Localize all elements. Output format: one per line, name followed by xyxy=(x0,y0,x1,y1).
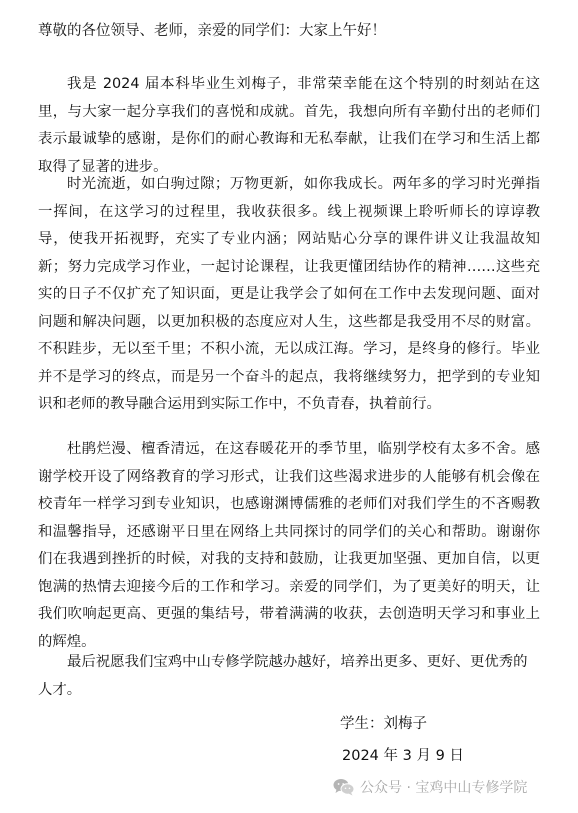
paragraph-2: 时光流逝，如白驹过隙；万物更新，如你我成长。两年多的学习时光弹指一挥间，在这学习的过程里，我收获很多。线上视频课上聆听师长的谆谆教导，使我开拓视野，充实了专业内涵；网站贴心分享的课件讲义让我温故知新；努力完成学习作业，一起讨论课程，让我更懂团结协作的精神……这些充实的日子不仅扩充了知识面，更是让我学会了如何在工作中去发现问题、面对问题和解决问题，以更加积极的态度应对人生，这些都是我受用不尽的财富。不积跬步，无以至千里；不积小流，无以成江海。学习，是终身的修行。毕业并不是学习的终点，而是另一个奋斗的起点，我将继续努力，把学到的专业知识和老师的教导融合运用到实际工作中，不负青春，执着前行。 xyxy=(38,176,540,412)
paragraph-1: 我是 2024 届本科毕业生刘梅子，非常荣幸能在这个特别的时刻站在这里，与大家一起分享我们的喜悦和成就。首先，我想向所有辛勤付出的老师们表示最诚挚的感谢，是你们的耐心教诲和无私奉献，让我们在学习和生活上都取得了显著的进步。 xyxy=(38,76,540,175)
wechat-icon xyxy=(333,778,355,796)
date-line: 2024 年 3 月 9 日 xyxy=(342,748,464,764)
paragraph-3: 杜鹃烂漫、檀香清远，在这春暖花开的季节里，临别学校有太多不舍。感谢学校开设了网络教育的学习形式，让我们这些渴求进步的人能够有机会像在校青年一样学习到专业知识，也感谢渊博儒雅的老师们对我们学生的不吝赐教和温馨指导，还感谢平日里在网络上共同探讨的同学们的关心和帮助。谢谢你们在我遇到挫折的时候，对我的支持和鼓励，让我更加坚强、更加自信，以更饱满的热情去迎接今后的工作和学习。亲爱的同学们，为了更美好的明天，让我们吹响起更高、更强的集结号，带着满满的收获，去创造明天学习和事业上的辉煌。 xyxy=(38,441,540,650)
signer-line: 学生：刘梅子 xyxy=(340,716,427,732)
watermark-text: 公众号 · 宝鸡中山专修学院 xyxy=(360,780,528,796)
watermark xyxy=(333,775,527,799)
paragraph-4: 最后祝愿我们宝鸡中山专修学院越办越好，培养出更多、更好、更优秀的人才。 xyxy=(38,654,528,698)
salutation: 尊敬的各位领导、老师，亲爱的同学们：大家上午好！ xyxy=(38,23,386,39)
